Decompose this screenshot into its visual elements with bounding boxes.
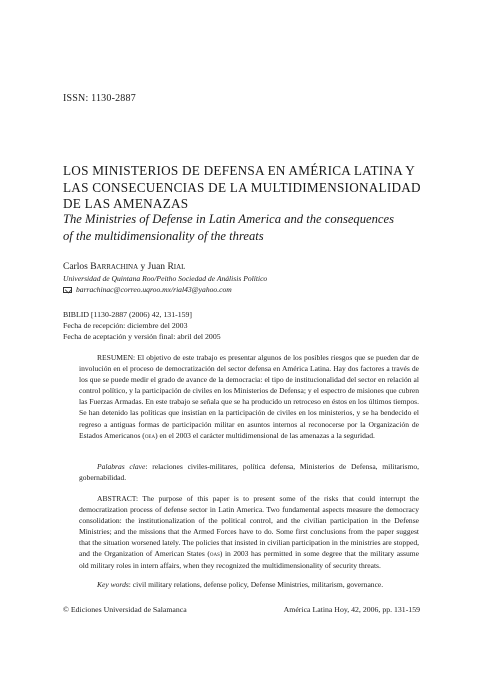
title-line: of the multidimensionality of the threats	[63, 228, 264, 243]
author-line	[63, 262, 185, 272]
article-title-spanish	[63, 163, 423, 213]
keywords-text: : civil military relations, defense policy, Defense Ministries, militarism, governance.	[128, 580, 384, 589]
author-affiliation: Universidad de Quintana Roo/Peitho Sociedad de Análisis Político	[63, 274, 268, 283]
author-email-row	[63, 285, 232, 294]
resumen-text: El objetivo de este trabajo es presentar algunos de los posibles riesgos que se pueden dar de involución en el proceso de democratización del sector defensa en América Latina. Hay dos factores a través de los que se puede medir el grado de avance de la democracia: el tipo de institucionalidad del sector en relación al control político, y la participación de civiles en los Ministerios de Defensa; y el espectro de misiones que cubren las Fuerzas Armadas. En este trabajo se señala que se ha producido un retroceso en éstos en los últimos tiempos. Se han detenido las políticas que insistían en la participación de civiles en los ministerios, y se ha bendecido el regreso a antiguas formas de participación militar en asuntos internos al reconocerse por la Organización de Estados Americanos (	[79, 353, 419, 440]
palabras-clave-label: Palabras clave	[97, 462, 146, 471]
palabras-clave-paragraph	[79, 461, 419, 483]
author2-last: Rial	[167, 262, 186, 272]
resumen-paragraph	[79, 352, 419, 441]
title-line: LAS CONSECUENCIAS DE LA MULTIDIMENSIONALIDAD	[63, 179, 421, 195]
abstract-text-end: ) in 2003 has permitted in some degree that the military assume old military roles in intern affairs, when they recognized the multidimensionality of security threats.	[79, 549, 419, 570]
author2-first: Juan	[147, 262, 168, 272]
author1-last: Barrachina	[90, 262, 139, 272]
issn-number: ISSN: 1130-2887	[63, 93, 136, 104]
author-email[interactable]: barrachinac@correo.uqroo.mx/rial43@yahoo.com	[76, 285, 232, 294]
accepted-date: Fecha de aceptación y versión final: abril del 2005	[63, 332, 221, 341]
received-date: Fecha de recepción: diciembre del 2003	[63, 321, 188, 330]
abstract-text: The purpose of this paper is to present some of the risks that could interrupt the democratization process of defense sector in Latin America. Two fundamental aspects measure the democracy consolidation: the institutionalization of the political control, and the civilian participation in the Defense Ministries; and the missions that the Armed Forces have to do. Some first conclusions from the paper suggest that the situation worsened lately. The policies that insisted in civilian participation in the ministries are stopped, and the Organization of American States (	[79, 494, 419, 559]
title-line: DE LAS AMENAZAS	[63, 196, 189, 212]
footer-citation: América Latina Hoy, 42, 2006, pp. 131-159	[283, 605, 420, 614]
keywords-label: Key words	[97, 580, 129, 589]
abstract-acronym: oas	[209, 549, 220, 559]
biblid: BIBLID [1130-2887 (2006) 42, 131-159]	[63, 310, 192, 319]
footer-publisher: © Ediciones Universidad de Salamanca	[63, 605, 187, 614]
palabras-clave-text: : relaciones civiles-militares, política defensa, Ministerios de Defensa, militarismo, gobernabilidad.	[79, 462, 419, 483]
title-line: The Ministries of Defense in Latin America and the consequences	[63, 212, 394, 226]
resumen-acronym: oea	[144, 430, 156, 440]
abstract-paragraph	[79, 493, 419, 571]
resumen-label: RESUMEN:	[97, 353, 136, 362]
author1-first: Carlos	[63, 262, 91, 272]
abstract-label: ABSTRACT:	[97, 494, 139, 503]
title-line: LOS MINISTERIOS DE DEFENSA EN AMÉRICA LATINA Y	[63, 163, 416, 178]
keywords-paragraph	[79, 579, 419, 590]
article-title-english	[63, 211, 423, 244]
resumen-text-end: ) en el 2003 el carácter multidimensional de las amenazas a la seguridad.	[155, 430, 375, 440]
author-conjunction: y	[138, 262, 148, 272]
envelope-icon	[63, 287, 72, 293]
